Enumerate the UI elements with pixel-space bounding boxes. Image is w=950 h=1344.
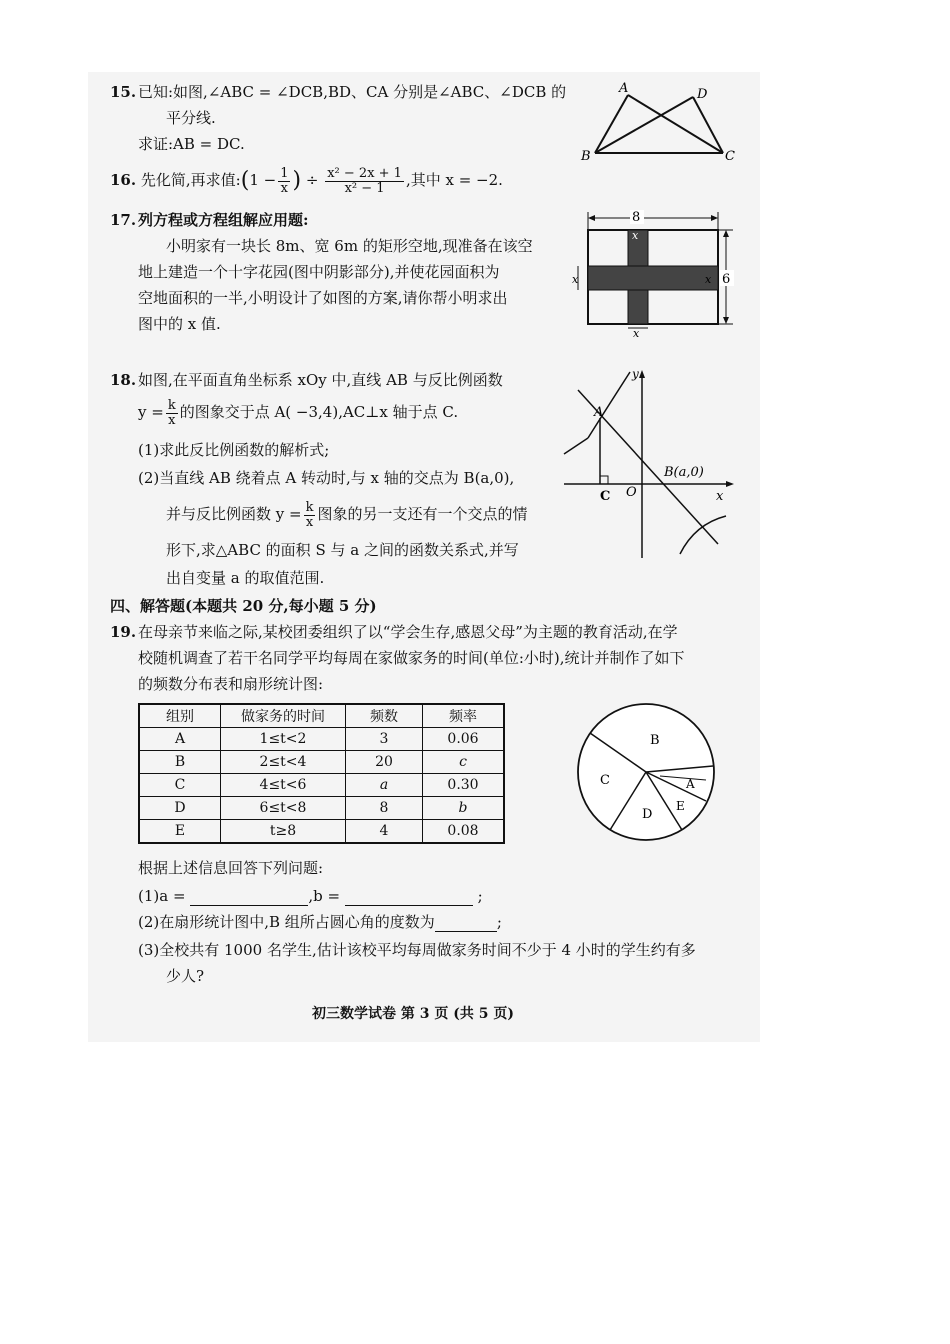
table-cell: 0.08 [423, 820, 505, 844]
q16-number: 16. [110, 171, 137, 189]
table-cell: 8 [346, 797, 423, 820]
q18-part5: 出自变量 a 的取值范围. [166, 569, 325, 587]
q15-line2: 平分线. [166, 109, 216, 127]
q19-ask: 根据上述信息回答下列问题: [138, 859, 324, 877]
q15-label-d: D [697, 87, 708, 102]
table-cell: b [423, 797, 505, 820]
q17-line1: 小明家有一块长 8m、宽 6m 的矩形空地,现准备在该空 [166, 237, 533, 255]
table-row [139, 751, 504, 774]
table-cell: 3 [346, 728, 423, 751]
q18-label-a: A [594, 405, 604, 420]
q16-div: ÷ [305, 171, 319, 189]
table-cell: 0.30 [423, 774, 505, 797]
q15-line1: 已知:如图,∠ABC = ∠DCB,BD、CA 分别是∠ABC、∠DCB 的 [138, 83, 567, 101]
q19-line2: 校随机调查了若干名同学平均每周在家做家务的时间(单位:小时),统计并制作了如下 [138, 649, 685, 667]
table-header-row [139, 704, 504, 728]
q19-answer1: (1)a = ,b = ; [138, 887, 483, 905]
q19-number: 19. [110, 623, 137, 641]
table-cell: 2≤t<4 [221, 751, 346, 774]
q17-length-label: 8 [632, 210, 641, 225]
q18-part1: (1)求此反比例函数的解析式; [138, 441, 330, 459]
q17-x-left: x [572, 273, 579, 286]
q16-line: 16. 先化简,再求值:(1 − $\frac{1}{x}$ ) ÷ $\frac{\text{x² − 2x + 1}}{\text{x² − 1}}$ ,其中 x = −2. [110, 165, 503, 196]
table-cell: 6≤t<8 [221, 797, 346, 820]
q18-label-x: x [716, 489, 724, 504]
page-footer: 初三数学试卷 第 3 页 (共 5 页) [312, 1006, 514, 1022]
q18-line2: y = $\frac{k}{x}$ 的图象交于点 A( −3,4),AC⊥x 轴于点 C. [138, 397, 459, 428]
pie-chart [572, 700, 722, 850]
q17-line2: 地上建造一个十字花园(图中阴影部分),并使花园面积为 [138, 263, 500, 281]
table-row [139, 820, 504, 844]
pie-label-a: A [686, 777, 695, 791]
q18-k-fraction: $\frac{k}{x}$ [167, 397, 176, 428]
q17-line3: 空地面积的一半,小明设计了如图的方案,请你帮小明求出 [138, 289, 508, 307]
q18-part4: 形下,求△ABC 的面积 S 与 a 之间的函数关系式,并写 [166, 541, 519, 559]
q17-x-top: x [632, 229, 639, 242]
table-cell: C [139, 774, 221, 797]
table-cell: 20 [346, 751, 423, 774]
table-cell: D [139, 797, 221, 820]
q17-title: 列方程或方程组解应用题: [138, 211, 309, 229]
q18-number: 18. [110, 371, 137, 389]
q15-triangle-figure [575, 78, 745, 168]
q18-line1: 如图,在平面直角坐标系 xOy 中,直线 AB 与反比例函数 [138, 371, 503, 389]
frequency-table [138, 703, 505, 844]
q15-label-c: C [725, 149, 735, 164]
q18-k-fraction-2: $\frac{k}{x}$ [305, 499, 314, 530]
table-cell: B [139, 751, 221, 774]
table-cell: a [346, 774, 423, 797]
table-header: 做家务的时间 [221, 704, 346, 728]
answer-blank-angle[interactable] [435, 915, 497, 932]
q17-garden-figure [568, 204, 740, 350]
q18-label-b: B(a,0) [664, 465, 704, 480]
table-row [139, 728, 504, 751]
q19-answer3b: 少人? [166, 967, 205, 985]
section4-heading: 四、解答题(本题共 20 分,每小题 5 分) [110, 597, 377, 615]
q19-answer2: (2)在扇形统计图中,B 组所占圆心角的度数为 ; [138, 913, 502, 931]
pie-label-b: B [650, 733, 660, 748]
q19-answer3: (3)全校共有 1000 名学生,估计该校平均每周做家务时间不少于 4 小时的学生约有多 [138, 941, 696, 959]
pie-label-d: D [642, 807, 653, 822]
q18-coordinate-figure [560, 366, 740, 562]
table-cell: A [139, 728, 221, 751]
q17-width-label: 6 [722, 272, 731, 287]
q17-x-right: x [705, 273, 712, 286]
q18-label-o: O [626, 485, 637, 500]
q17-line4: 图中的 x 值. [138, 315, 221, 333]
table-cell: 4≤t<6 [221, 774, 346, 797]
table-cell: t≥8 [221, 820, 346, 844]
table-header: 频数 [346, 704, 423, 728]
q16-suffix: ,其中 x = −2. [405, 171, 503, 189]
q19-line3: 的频数分布表和扇形统计图: [138, 675, 324, 693]
table-header: 组别 [139, 704, 221, 728]
q18-label-y: y [632, 367, 639, 381]
q15-line3: 求证:AB = DC. [138, 135, 245, 153]
q18-part2: (2)当直线 AB 绕着点 A 转动时,与 x 轴的交点为 B(a,0), [138, 469, 515, 487]
table-row [139, 774, 504, 797]
table-row [139, 797, 504, 820]
table-cell: 0.06 [423, 728, 505, 751]
answer-blank-b[interactable] [345, 889, 473, 906]
q18-label-c: C [600, 489, 611, 504]
q16-fraction1: $\frac{1}{x}$ [280, 165, 289, 196]
q16-one: 1 − [249, 171, 277, 189]
answer-blank-a[interactable] [190, 889, 308, 906]
q16-fraction2: $\frac{\text{x² − 2x + 1}}{\text{x² − 1}}$ [327, 165, 402, 196]
q19-line1: 在母亲节来临之际,某校团委组织了以“学会生存,感恩父母”为主题的教育活动,在学 [138, 623, 678, 641]
q15-number: 15. [110, 83, 137, 101]
table-cell: c [423, 751, 505, 774]
table-cell: E [139, 820, 221, 844]
table-header: 频率 [423, 704, 505, 728]
q18-part3: 并与反比例函数 y = $\frac{k}{x}$ 图象的另一支还有一个交点的情 [166, 499, 528, 530]
q15-label-b: B [581, 149, 591, 164]
q16-prefix: 先化简,再求值: [140, 171, 241, 189]
table-cell: 4 [346, 820, 423, 844]
q17-number: 17. [110, 211, 137, 229]
pie-label-c: C [600, 773, 610, 788]
q15-label-a: A [619, 81, 629, 96]
q17-x-bottom: x [633, 327, 640, 340]
pie-label-e: E [676, 799, 685, 813]
table-cell: 1≤t<2 [221, 728, 346, 751]
